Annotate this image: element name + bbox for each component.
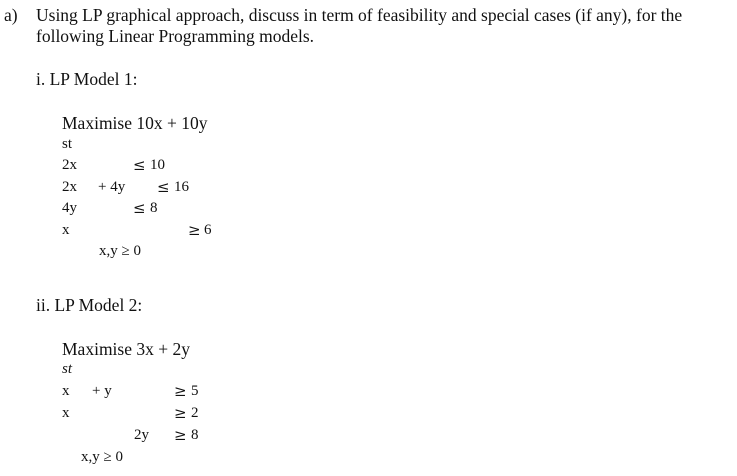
model1-nonneg: x,y ≥ 0: [99, 243, 141, 259]
model1-c2-lhs1: 2x: [62, 179, 77, 195]
model1-c3-sign: ≤: [133, 199, 146, 217]
model1-c2-rhs: 16: [174, 179, 189, 195]
model1-c1-sign: ≤: [133, 156, 146, 174]
model1-objective: Maximise 10x + 10y: [62, 113, 208, 133]
model2-c3-sign: ≥: [174, 426, 187, 444]
model2-st: st: [62, 361, 73, 377]
model1-c3-rhs: 8: [150, 200, 158, 216]
model1-c4-lhs1: x: [62, 222, 70, 238]
model1-st: st: [62, 136, 73, 152]
model1-c2-lhs2: + 4y: [98, 179, 126, 195]
model2-objective: Maximise 3x + 2y: [62, 339, 190, 359]
model2-c3-rhs: 8: [191, 427, 199, 443]
model1-c1-lhs1: 2x: [62, 157, 77, 173]
model1-c4-rhs: 6: [204, 222, 212, 238]
model1-c4-sign: ≥: [188, 221, 201, 239]
model1-heading: i. LP Model 1:: [36, 69, 138, 89]
question-label: a): [4, 5, 18, 25]
question-line-1: Using LP graphical approach, discuss in term of feasibility and special cases (if any), for the: [36, 5, 683, 25]
model2-c1-sign: ≥: [174, 382, 187, 400]
model1-c3-lhs1: 4y: [62, 200, 77, 216]
model2-nonneg: x,y ≥ 0: [81, 449, 123, 465]
model1-c1-rhs: 10: [150, 157, 165, 173]
model2-c2-rhs: 2: [191, 405, 199, 421]
model1-c2-sign: ≤: [157, 178, 170, 196]
model2-c2-sign: ≥: [174, 404, 187, 422]
model2-c3-lhs2: 2y: [134, 427, 149, 443]
question-line-2: following Linear Programming models.: [36, 26, 315, 46]
model2-c1-lhs1: x: [62, 383, 70, 399]
model2-c1-rhs: 5: [191, 383, 199, 399]
model2-heading: ii. LP Model 2:: [36, 295, 143, 315]
model2-c1-lhs2: + y: [92, 383, 112, 399]
model2-c2-lhs1: x: [62, 405, 70, 421]
